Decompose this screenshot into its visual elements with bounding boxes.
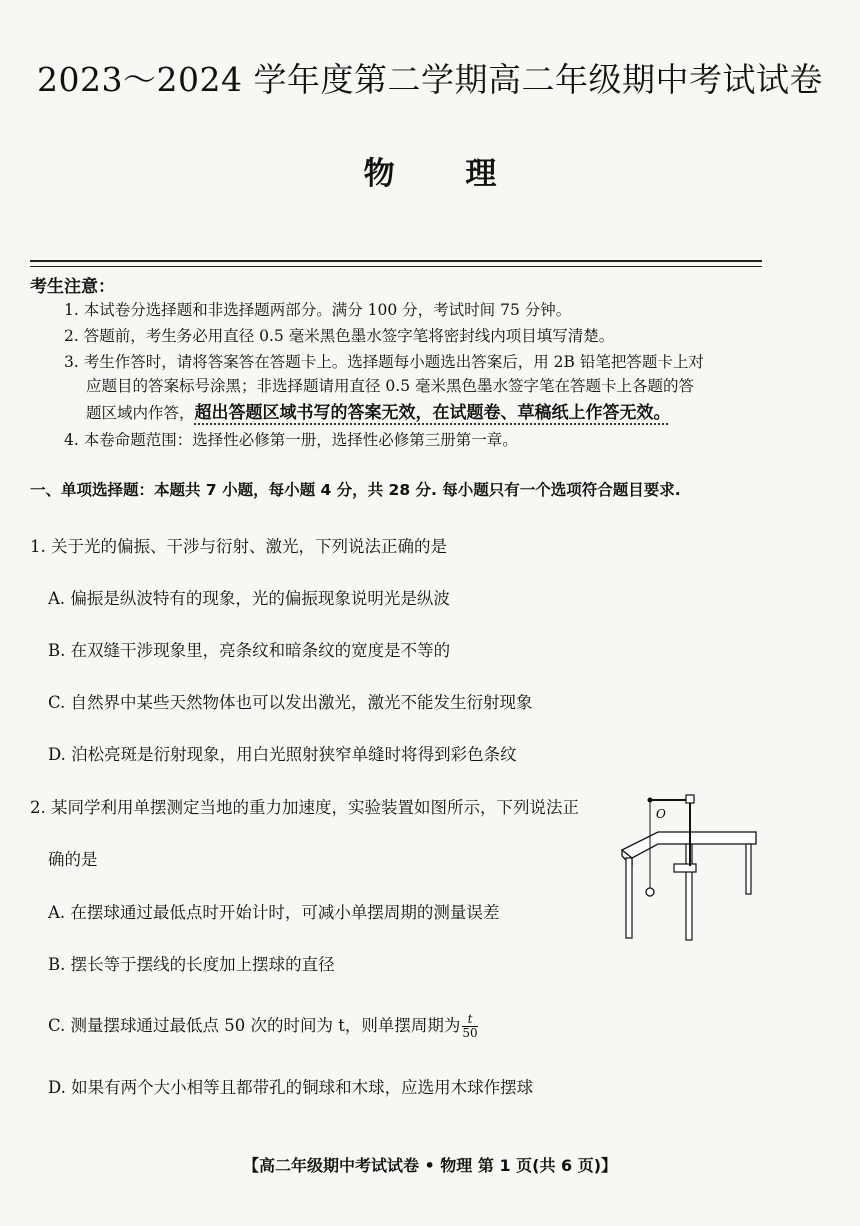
notice-item-2: 2. 答题前，考生务必用直径 0.5 毫米黑色墨水签字笔将密封线内项目填写清楚。 <box>64 327 615 345</box>
subject-title: 物 理 <box>363 156 497 192</box>
stand-clamp <box>686 795 694 803</box>
question-1-stem: 1. 关于光的偏振、干涉与衍射、激光，下列说法正确的是 <box>30 537 447 556</box>
pendulum-apparatus-figure <box>618 784 758 944</box>
question-2-stem: 2. 某同学利用单摆测定当地的重力加速度，实验装置如图所示，下列说法正 <box>30 798 579 817</box>
question-1-option-d: D. 泊松亮斑是衍射现象，用白光照射狭窄单缝时将得到彩色条纹 <box>48 745 517 764</box>
notice-item-1: 1. 本试卷分选择题和非选择题两部分。满分 100 分，考试时间 75 分钟。 <box>64 301 572 319</box>
table-leg-left <box>626 858 632 938</box>
question-1-option-c: C. 自然界中某些天然物体也可以发出激光，激光不能发生衍射现象 <box>48 693 533 712</box>
question-2-stem-cont: 确的是 <box>48 850 98 869</box>
stand-base <box>674 864 696 872</box>
notice-item-3-line-3 <box>86 398 671 423</box>
notice-heading: 考生注意： <box>30 277 115 297</box>
period-fraction <box>462 1013 477 1040</box>
question-2-option-c-text: C. 测量摆球通过最低点 50 次的时间为 t，则单摆周期为 <box>48 1016 461 1035</box>
pendulum-bob <box>646 888 654 896</box>
pivot-point <box>648 798 653 803</box>
divider-thin <box>30 266 762 267</box>
notice-item-3-text: 题区域内作答， <box>86 404 195 422</box>
notice-emphasis: 超出答题区域书写的答案无效，在试题卷、草稿纸上作答无效。 <box>194 403 671 423</box>
notice-item-3: 3. 考生作答时，请将答案答在答题卡上。选择题每小题选出答案后，用 2B 铅笔把答题卡上对 <box>64 353 704 371</box>
table-leg-back <box>746 844 751 894</box>
question-1-option-a: A. 偏振是纵波特有的现象，光的偏振现象说明光是纵波 <box>48 589 450 608</box>
pivot-label: O <box>656 807 666 821</box>
question-2-option-a: A. 在摆球通过最低点时开始计时，可减小单摆周期的测量误差 <box>48 903 500 922</box>
fraction-denominator: 50 <box>462 1026 478 1040</box>
question-2-option-c <box>48 1012 478 1040</box>
question-1-option-b: B. 在双缝干涉现象里，亮条纹和暗条纹的宽度是不等的 <box>48 641 451 660</box>
section-heading: 一、单项选择题：本题共 7 小题，每小题 4 分，共 28 分. 每小题只有一个选项符合题目要求. <box>30 481 681 499</box>
exam-title: 2023～2024 学年度第二学期高二年级期中考试试卷 <box>37 60 823 99</box>
divider-thick <box>30 260 762 262</box>
question-2-option-d: D. 如果有两个大小相等且都带孔的铜球和木球，应选用木球作摆球 <box>48 1078 534 1097</box>
question-2-option-b: B. 摆长等于摆线的长度加上摆球的直径 <box>48 955 335 974</box>
notice-item-3-line-2: 应题目的答案标号涂黑；非选择题请用直径 0.5 毫米黑色墨水签字笔在答题卡上各题的答 <box>86 377 695 395</box>
page-footer: 【高二年级期中考试试卷 • 物理 第 1 页(共 6 页)】 <box>242 1156 618 1175</box>
notice-item-4: 4. 本卷命题范围：选择性必修第一册，选择性必修第三册第一章。 <box>64 431 518 449</box>
fraction-numerator: t <box>462 1013 477 1027</box>
